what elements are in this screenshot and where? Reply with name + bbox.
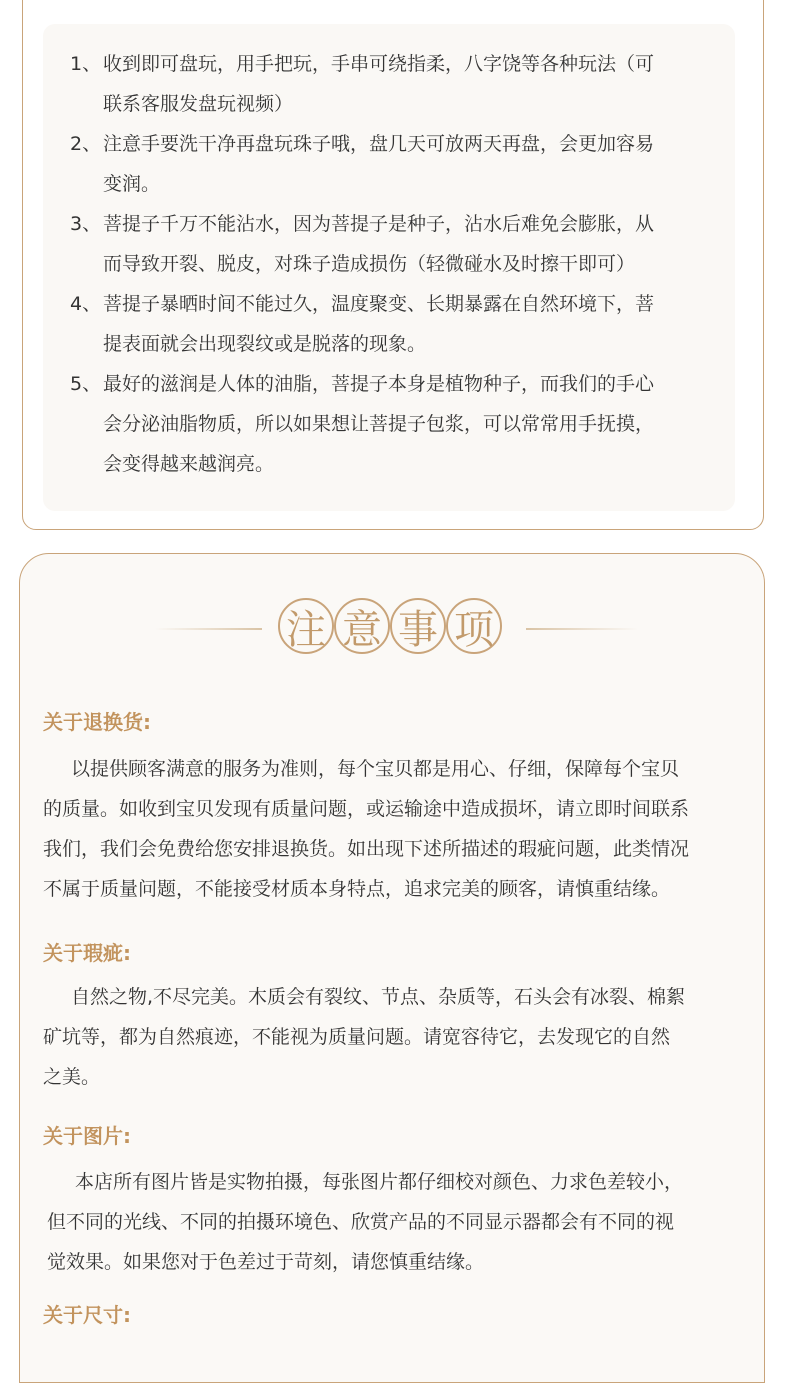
- section-heading-size: 关于尺寸:: [43, 1303, 131, 1327]
- tip-line: 而导致开裂、脱皮，对珠子造成损伤（轻微碰水及时擦干即可）: [103, 253, 636, 275]
- usage-tip-3: [70, 204, 710, 284]
- tip-line: 注意手要洗干净再盘玩珠子哦，盘几天可放两天再盘，会更加容易: [103, 133, 655, 155]
- section-heading-photos: 关于图片:: [43, 1124, 131, 1148]
- notice-title-chars: [278, 598, 502, 660]
- tip-number: 2、: [70, 133, 102, 155]
- tip-line: 收到即可盘玩，用手把玩，手串可绕指柔，八字饶等各种玩法（可: [103, 53, 655, 75]
- tip-number: 3、: [70, 213, 102, 235]
- para-line: 不属于质量问题，不能接受材质本身特点，追求完美的顾客，请慎重结缘。: [43, 878, 671, 900]
- para-line: 矿坑等，都为自然痕迹，不能视为质量问题。请宽容待它，去发现它的自然: [43, 1026, 671, 1048]
- title-divider-left: [155, 628, 262, 630]
- section-heading-flaws: 关于瑕疵:: [43, 941, 131, 965]
- title-divider-right: [526, 628, 638, 630]
- para-line: [43, 977, 743, 1017]
- usage-tip-1: [70, 44, 710, 124]
- para-line-text: 自然之物,不尽完美。木质会有裂纹、节点、杂质等，石头会有冰裂、棉絮: [71, 986, 686, 1008]
- tip-line: 联系客服发盘玩视频）: [103, 93, 294, 115]
- title-char: 事: [390, 598, 446, 654]
- para-line: [43, 749, 743, 789]
- para-line-text: 以提供顾客满意的服务为准则，每个宝贝都是用心、仔细，保障每个宝贝: [71, 758, 680, 780]
- section-heading-returns: 关于退换货:: [43, 710, 151, 734]
- section-body-returns: [43, 749, 743, 909]
- para-line-text: 本店所有图片皆是实物拍摄，每张图片都仔细校对颜色、力求色差较小，: [75, 1171, 684, 1193]
- section-body-flaws: [43, 977, 743, 1097]
- title-char: 意: [334, 598, 390, 654]
- tip-line: 变润。: [103, 173, 161, 195]
- para-line: 之美。: [43, 1066, 101, 1088]
- tip-line: 最好的滋润是人体的油脂，菩提子本身是植物种子，而我们的手心: [103, 373, 655, 395]
- title-char: 项: [446, 598, 502, 654]
- usage-tips-list: [70, 44, 710, 484]
- tip-number: 4、: [70, 293, 102, 315]
- tip-line: 提表面就会出现裂纹或是脱落的现象。: [103, 333, 427, 355]
- notice-title: [0, 598, 790, 660]
- usage-tip-2: [70, 124, 710, 204]
- para-line: 的质量。如收到宝贝发现有质量问题，或运输途中造成损坏，请立即时间联系: [43, 798, 690, 820]
- para-line: 觉效果。如果您对于色差过于苛刻，请您慎重结缘。: [47, 1251, 485, 1273]
- title-char: 注: [278, 598, 334, 654]
- usage-tip-5: [70, 364, 710, 484]
- tip-line: 会分泌油脂物质，所以如果想让菩提子包浆，可以常常用手抚摸，: [103, 413, 655, 435]
- tip-number: 1、: [70, 53, 102, 75]
- tip-line: 菩提子暴晒时间不能过久，温度聚变、长期暴露在自然环境下，菩: [103, 293, 655, 315]
- tip-line: 会变得越来越润亮。: [103, 453, 275, 475]
- tip-number: 5、: [70, 373, 102, 395]
- para-line: [47, 1162, 747, 1202]
- section-body-photos: [47, 1162, 747, 1282]
- tip-line: 菩提子千万不能沾水，因为菩提子是种子，沾水后难免会膨胀，从: [103, 213, 655, 235]
- para-line: 但不同的光线、不同的拍摄环境色、欣赏产品的不同显示器都会有不同的视: [47, 1211, 675, 1233]
- para-line: 我们，我们会免费给您安排退换货。如出现下述所描述的瑕疵问题，此类情况: [43, 838, 690, 860]
- usage-tip-4: [70, 284, 710, 364]
